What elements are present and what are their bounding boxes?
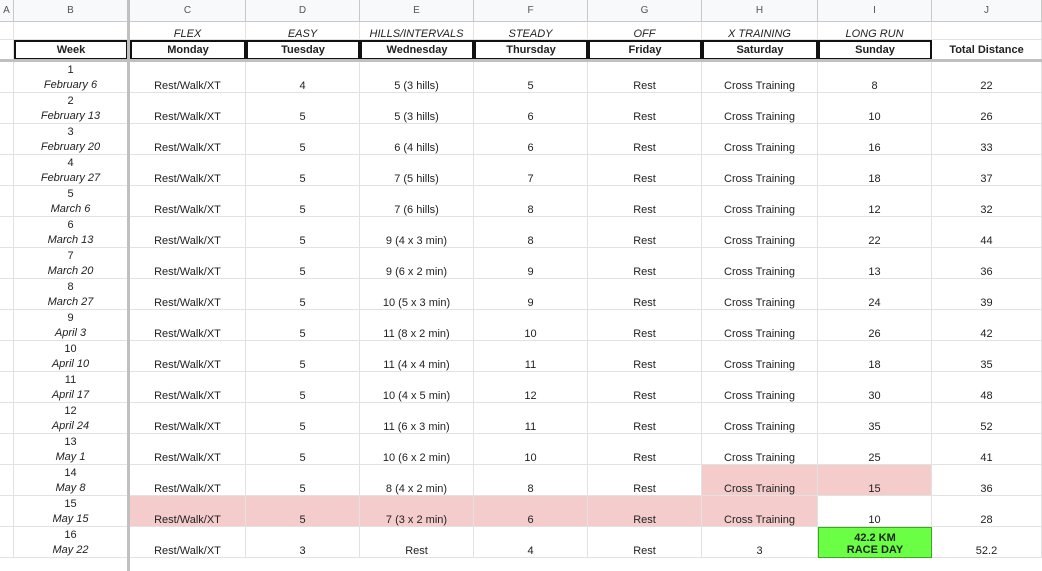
- header-tuesday[interactable]: Tuesday: [246, 40, 360, 60]
- total-distance-cell[interactable]: 41: [932, 434, 1042, 465]
- saturday-cell[interactable]: Cross Training: [702, 217, 818, 248]
- friday-cell[interactable]: Rest: [588, 341, 702, 372]
- friday-cell[interactable]: Rest: [588, 279, 702, 310]
- wednesday-cell[interactable]: Rest: [360, 527, 474, 558]
- friday-cell[interactable]: Rest: [588, 93, 702, 124]
- week-date: May 1: [55, 451, 86, 463]
- week-cell[interactable]: [14, 434, 128, 465]
- total-distance-cell[interactable]: 36: [932, 465, 1042, 496]
- tuesday-cell[interactable]: 4: [246, 62, 360, 93]
- total-distance-cell[interactable]: 48: [932, 372, 1042, 403]
- week-date: March 13: [47, 234, 94, 246]
- monday-cell[interactable]: Rest/Walk/XT: [130, 62, 246, 93]
- tuesday-cell[interactable]: 5: [246, 279, 360, 310]
- cell[interactable]: [0, 22, 14, 40]
- sunday-cell[interactable]: 18: [818, 341, 932, 372]
- wednesday-cell[interactable]: 7 (5 hills): [360, 155, 474, 186]
- total-distance-cell[interactable]: 22: [932, 62, 1042, 93]
- friday-cell[interactable]: Rest: [588, 248, 702, 279]
- week-cell[interactable]: [14, 279, 128, 310]
- sunday-cell[interactable]: 26: [818, 310, 932, 341]
- saturday-cell[interactable]: Cross Training: [702, 155, 818, 186]
- total-distance-cell[interactable]: 36: [932, 248, 1042, 279]
- total-distance-cell[interactable]: 52.2: [932, 527, 1042, 558]
- week-cell[interactable]: [14, 186, 128, 217]
- sunday-cell[interactable]: 15: [818, 465, 932, 496]
- cell[interactable]: [0, 40, 14, 60]
- week-date: April 17: [51, 389, 90, 401]
- week-cell[interactable]: [14, 124, 128, 155]
- tuesday-cell[interactable]: 3: [246, 527, 360, 558]
- wednesday-cell[interactable]: 11 (8 x 2 min): [360, 310, 474, 341]
- column-header-d[interactable]: D: [246, 0, 360, 22]
- friday-cell[interactable]: Rest: [588, 217, 702, 248]
- total-distance-cell[interactable]: 26: [932, 93, 1042, 124]
- friday-cell[interactable]: Rest: [588, 496, 702, 527]
- cell[interactable]: [14, 22, 128, 40]
- wednesday-cell[interactable]: 11 (6 x 3 min): [360, 403, 474, 434]
- header-saturday[interactable]: Saturday: [702, 40, 818, 60]
- saturday-cell[interactable]: Cross Training: [702, 279, 818, 310]
- monday-cell[interactable]: Rest/Walk/XT: [130, 248, 246, 279]
- cell[interactable]: [0, 248, 14, 279]
- column-header-a[interactable]: A: [0, 0, 14, 22]
- tuesday-cell[interactable]: 5: [246, 248, 360, 279]
- column-header-f[interactable]: F: [474, 0, 588, 22]
- week-number: 5: [67, 188, 74, 200]
- wednesday-cell[interactable]: 7 (6 hills): [360, 186, 474, 217]
- column-header-j[interactable]: J: [932, 0, 1042, 22]
- monday-cell[interactable]: Rest/Walk/XT: [130, 465, 246, 496]
- sunday-cell[interactable]: 13: [818, 248, 932, 279]
- week-date: April 3: [54, 327, 87, 339]
- week-date: April 24: [51, 420, 90, 432]
- saturday-cell[interactable]: Cross Training: [702, 62, 818, 93]
- wednesday-cell[interactable]: 10 (5 x 3 min): [360, 279, 474, 310]
- table-row: [0, 310, 1042, 341]
- category-hills-intervals[interactable]: HILLS/INTERVALS: [360, 22, 474, 40]
- thursday-cell[interactable]: 5: [474, 62, 588, 93]
- thursday-cell[interactable]: 6: [474, 124, 588, 155]
- category-long-run[interactable]: LONG RUN: [818, 22, 932, 40]
- tuesday-cell[interactable]: 5: [246, 496, 360, 527]
- saturday-cell[interactable]: Cross Training: [702, 465, 818, 496]
- table-row: [0, 155, 1042, 186]
- frozen-column-divider[interactable]: [127, 0, 130, 571]
- week-number: 10: [64, 343, 77, 355]
- friday-cell[interactable]: Rest: [588, 403, 702, 434]
- total-distance-cell[interactable]: 35: [932, 341, 1042, 372]
- header-thursday[interactable]: Thursday: [474, 40, 588, 60]
- cell[interactable]: [0, 527, 14, 558]
- friday-cell[interactable]: Rest: [588, 186, 702, 217]
- tuesday-cell[interactable]: 5: [246, 403, 360, 434]
- saturday-cell[interactable]: Cross Training: [702, 124, 818, 155]
- week-date: April 10: [51, 358, 90, 370]
- monday-cell[interactable]: Rest/Walk/XT: [130, 403, 246, 434]
- saturday-cell[interactable]: Cross Training: [702, 186, 818, 217]
- saturday-cell[interactable]: Cross Training: [702, 496, 818, 527]
- week-cell[interactable]: [14, 403, 128, 434]
- table-row: [0, 93, 1042, 124]
- week-date: February 13: [40, 110, 101, 122]
- thursday-cell[interactable]: 8: [474, 186, 588, 217]
- thursday-cell[interactable]: 10: [474, 434, 588, 465]
- tuesday-cell[interactable]: 5: [246, 434, 360, 465]
- wednesday-cell[interactable]: 8 (4 x 2 min): [360, 465, 474, 496]
- saturday-cell[interactable]: Cross Training: [702, 248, 818, 279]
- cell[interactable]: [0, 217, 14, 248]
- cell[interactable]: [0, 186, 14, 217]
- cell[interactable]: [0, 124, 14, 155]
- tuesday-cell[interactable]: 5: [246, 155, 360, 186]
- week-number: 3: [67, 126, 74, 138]
- tuesday-cell[interactable]: 5: [246, 310, 360, 341]
- table-row: [0, 341, 1042, 372]
- week-number: 16: [64, 529, 77, 541]
- saturday-cell[interactable]: Cross Training: [702, 341, 818, 372]
- total-distance-cell[interactable]: 33: [932, 124, 1042, 155]
- column-header-b[interactable]: B: [14, 0, 128, 22]
- total-distance-cell[interactable]: 44: [932, 217, 1042, 248]
- total-distance-cell[interactable]: 39: [932, 279, 1042, 310]
- week-cell[interactable]: [14, 217, 128, 248]
- saturday-cell[interactable]: Cross Training: [702, 403, 818, 434]
- friday-cell[interactable]: Rest: [588, 434, 702, 465]
- total-distance-cell[interactable]: 42: [932, 310, 1042, 341]
- week-number: 6: [67, 219, 74, 231]
- thursday-cell[interactable]: 6: [474, 496, 588, 527]
- thursday-cell[interactable]: 7: [474, 155, 588, 186]
- category-flex[interactable]: FLEX: [130, 22, 246, 40]
- category-row: [0, 22, 1042, 40]
- race-day-label: RACE DAY: [846, 544, 904, 556]
- saturday-cell[interactable]: 3: [702, 527, 818, 558]
- sunday-cell race-day[interactable]: [818, 527, 932, 558]
- week-number: 7: [67, 250, 74, 262]
- monday-cell[interactable]: Rest/Walk/XT: [130, 434, 246, 465]
- week-date: May 22: [52, 544, 89, 556]
- tuesday-cell[interactable]: 5: [246, 124, 360, 155]
- cell[interactable]: [0, 310, 14, 341]
- column-header-i[interactable]: I: [818, 0, 932, 22]
- thursday-cell[interactable]: 11: [474, 341, 588, 372]
- monday-cell[interactable]: Rest/Walk/XT: [130, 372, 246, 403]
- table-row: [0, 434, 1042, 465]
- tuesday-cell[interactable]: 5: [246, 341, 360, 372]
- header-monday[interactable]: Monday: [130, 40, 246, 60]
- cell[interactable]: [0, 341, 14, 372]
- thursday-cell[interactable]: 4: [474, 527, 588, 558]
- monday-cell[interactable]: Rest/Walk/XT: [130, 155, 246, 186]
- cell[interactable]: [932, 22, 1042, 40]
- sunday-cell[interactable]: 8: [818, 62, 932, 93]
- tuesday-cell[interactable]: 5: [246, 186, 360, 217]
- week-number: 11: [64, 374, 77, 386]
- table-row: [0, 527, 1042, 558]
- sunday-cell[interactable]: 24: [818, 279, 932, 310]
- category-steady[interactable]: STEADY: [474, 22, 588, 40]
- saturday-cell[interactable]: Cross Training: [702, 93, 818, 124]
- thursday-cell[interactable]: 6: [474, 93, 588, 124]
- total-distance-cell[interactable]: 37: [932, 155, 1042, 186]
- table-row: [0, 403, 1042, 434]
- monday-cell[interactable]: Rest/Walk/XT: [130, 341, 246, 372]
- wednesday-cell[interactable]: 5 (3 hills): [360, 62, 474, 93]
- monday-cell[interactable]: Rest/Walk/XT: [130, 279, 246, 310]
- sunday-cell[interactable]: 12: [818, 186, 932, 217]
- saturday-cell[interactable]: Cross Training: [702, 310, 818, 341]
- week-number: 2: [67, 95, 74, 107]
- total-distance-cell[interactable]: 28: [932, 496, 1042, 527]
- week-date: May 15: [52, 513, 89, 525]
- header-friday[interactable]: Friday: [588, 40, 702, 60]
- friday-cell[interactable]: Rest: [588, 62, 702, 93]
- week-number: 15: [64, 498, 77, 510]
- frozen-row-divider[interactable]: [0, 59, 1042, 62]
- cell[interactable]: [0, 372, 14, 403]
- week-cell[interactable]: [14, 527, 128, 558]
- header-week[interactable]: Week: [14, 40, 128, 60]
- week-date: February 20: [40, 141, 101, 153]
- column-header-row: [0, 0, 1042, 22]
- race-distance: 42.2 KM: [854, 532, 896, 544]
- monday-cell[interactable]: Rest/Walk/XT: [130, 217, 246, 248]
- cell[interactable]: [0, 403, 14, 434]
- week-cell[interactable]: [14, 310, 128, 341]
- thursday-cell[interactable]: 11: [474, 403, 588, 434]
- week-number: 9: [67, 312, 74, 324]
- monday-cell[interactable]: Rest/Walk/XT: [130, 527, 246, 558]
- sunday-cell[interactable]: 18: [818, 155, 932, 186]
- table-row: [0, 372, 1042, 403]
- thursday-cell[interactable]: 12: [474, 372, 588, 403]
- sunday-cell[interactable]: 22: [818, 217, 932, 248]
- cell[interactable]: [0, 93, 14, 124]
- thursday-cell[interactable]: 8: [474, 465, 588, 496]
- monday-cell[interactable]: Rest/Walk/XT: [130, 124, 246, 155]
- wednesday-cell[interactable]: 5 (3 hills): [360, 93, 474, 124]
- week-number: 14: [64, 467, 77, 479]
- header-sunday[interactable]: Sunday: [818, 40, 932, 60]
- cell[interactable]: [0, 155, 14, 186]
- tuesday-cell[interactable]: 5: [246, 217, 360, 248]
- week-cell[interactable]: [14, 341, 128, 372]
- week-number: 4: [67, 157, 74, 169]
- sunday-cell[interactable]: 35: [818, 403, 932, 434]
- cell[interactable]: [0, 279, 14, 310]
- wednesday-cell[interactable]: 7 (3 x 2 min): [360, 496, 474, 527]
- category-easy[interactable]: EASY: [246, 22, 360, 40]
- table-row: [0, 496, 1042, 527]
- week-date: March 6: [50, 203, 91, 215]
- cell[interactable]: [0, 496, 14, 527]
- category-x-training[interactable]: X TRAINING: [702, 22, 818, 40]
- friday-cell[interactable]: Rest: [588, 372, 702, 403]
- column-header-h[interactable]: H: [702, 0, 818, 22]
- sunday-cell[interactable]: 25: [818, 434, 932, 465]
- thursday-cell[interactable]: 8: [474, 217, 588, 248]
- week-cell[interactable]: [14, 62, 128, 93]
- column-header-g[interactable]: G: [588, 0, 702, 22]
- total-distance-cell[interactable]: 52: [932, 403, 1042, 434]
- saturday-cell[interactable]: Cross Training: [702, 372, 818, 403]
- week-cell[interactable]: [14, 248, 128, 279]
- week-date: March 27: [47, 296, 94, 308]
- wednesday-cell[interactable]: 6 (4 hills): [360, 124, 474, 155]
- saturday-cell[interactable]: Cross Training: [702, 434, 818, 465]
- friday-cell[interactable]: Rest: [588, 527, 702, 558]
- sunday-cell[interactable]: 10: [818, 93, 932, 124]
- week-date: March 20: [47, 265, 94, 277]
- thursday-cell[interactable]: 9: [474, 279, 588, 310]
- week-number: 1: [67, 64, 74, 76]
- table-row: [0, 186, 1042, 217]
- table-row: [0, 124, 1042, 155]
- total-distance-cell[interactable]: 32: [932, 186, 1042, 217]
- table-row: [0, 465, 1042, 496]
- friday-cell[interactable]: Rest: [588, 124, 702, 155]
- week-date: February 6: [43, 79, 98, 91]
- day-header-row: [0, 40, 1042, 60]
- wednesday-cell[interactable]: 9 (6 x 2 min): [360, 248, 474, 279]
- table-row: [0, 62, 1042, 93]
- monday-cell[interactable]: Rest/Walk/XT: [130, 496, 246, 527]
- friday-cell[interactable]: Rest: [588, 465, 702, 496]
- header-wednesday[interactable]: Wednesday: [360, 40, 474, 60]
- tuesday-cell[interactable]: 5: [246, 372, 360, 403]
- friday-cell[interactable]: Rest: [588, 155, 702, 186]
- week-number: 13: [64, 436, 77, 448]
- header-total-distance[interactable]: Total Distance: [932, 40, 1042, 60]
- wednesday-cell[interactable]: 11 (4 x 4 min): [360, 341, 474, 372]
- wednesday-cell[interactable]: 10 (6 x 2 min): [360, 434, 474, 465]
- cell[interactable]: [0, 434, 14, 465]
- monday-cell[interactable]: Rest/Walk/XT: [130, 93, 246, 124]
- cell[interactable]: [0, 465, 14, 496]
- wednesday-cell[interactable]: 9 (4 x 3 min): [360, 217, 474, 248]
- table-row: [0, 279, 1042, 310]
- table-row: [0, 217, 1042, 248]
- table-row: [0, 248, 1042, 279]
- sunday-cell[interactable]: 30: [818, 372, 932, 403]
- week-number: 12: [64, 405, 77, 417]
- week-cell[interactable]: [14, 155, 128, 186]
- sunday-cell[interactable]: 10: [818, 496, 932, 527]
- week-number: 8: [67, 281, 74, 293]
- monday-cell[interactable]: Rest/Walk/XT: [130, 186, 246, 217]
- tuesday-cell[interactable]: 5: [246, 465, 360, 496]
- thursday-cell[interactable]: 9: [474, 248, 588, 279]
- tuesday-cell[interactable]: 5: [246, 93, 360, 124]
- column-header-e[interactable]: E: [360, 0, 474, 22]
- sunday-cell[interactable]: 16: [818, 124, 932, 155]
- category-off[interactable]: OFF: [588, 22, 702, 40]
- week-cell[interactable]: [14, 496, 128, 527]
- wednesday-cell[interactable]: 10 (4 x 5 min): [360, 372, 474, 403]
- week-date: May 8: [55, 482, 86, 494]
- week-cell[interactable]: [14, 372, 128, 403]
- friday-cell[interactable]: Rest: [588, 310, 702, 341]
- monday-cell[interactable]: Rest/Walk/XT: [130, 310, 246, 341]
- week-date: February 27: [40, 172, 101, 184]
- thursday-cell[interactable]: 10: [474, 310, 588, 341]
- column-header-c[interactable]: C: [130, 0, 246, 22]
- week-cell[interactable]: [14, 465, 128, 496]
- cell[interactable]: [0, 62, 14, 93]
- week-cell[interactable]: [14, 93, 128, 124]
